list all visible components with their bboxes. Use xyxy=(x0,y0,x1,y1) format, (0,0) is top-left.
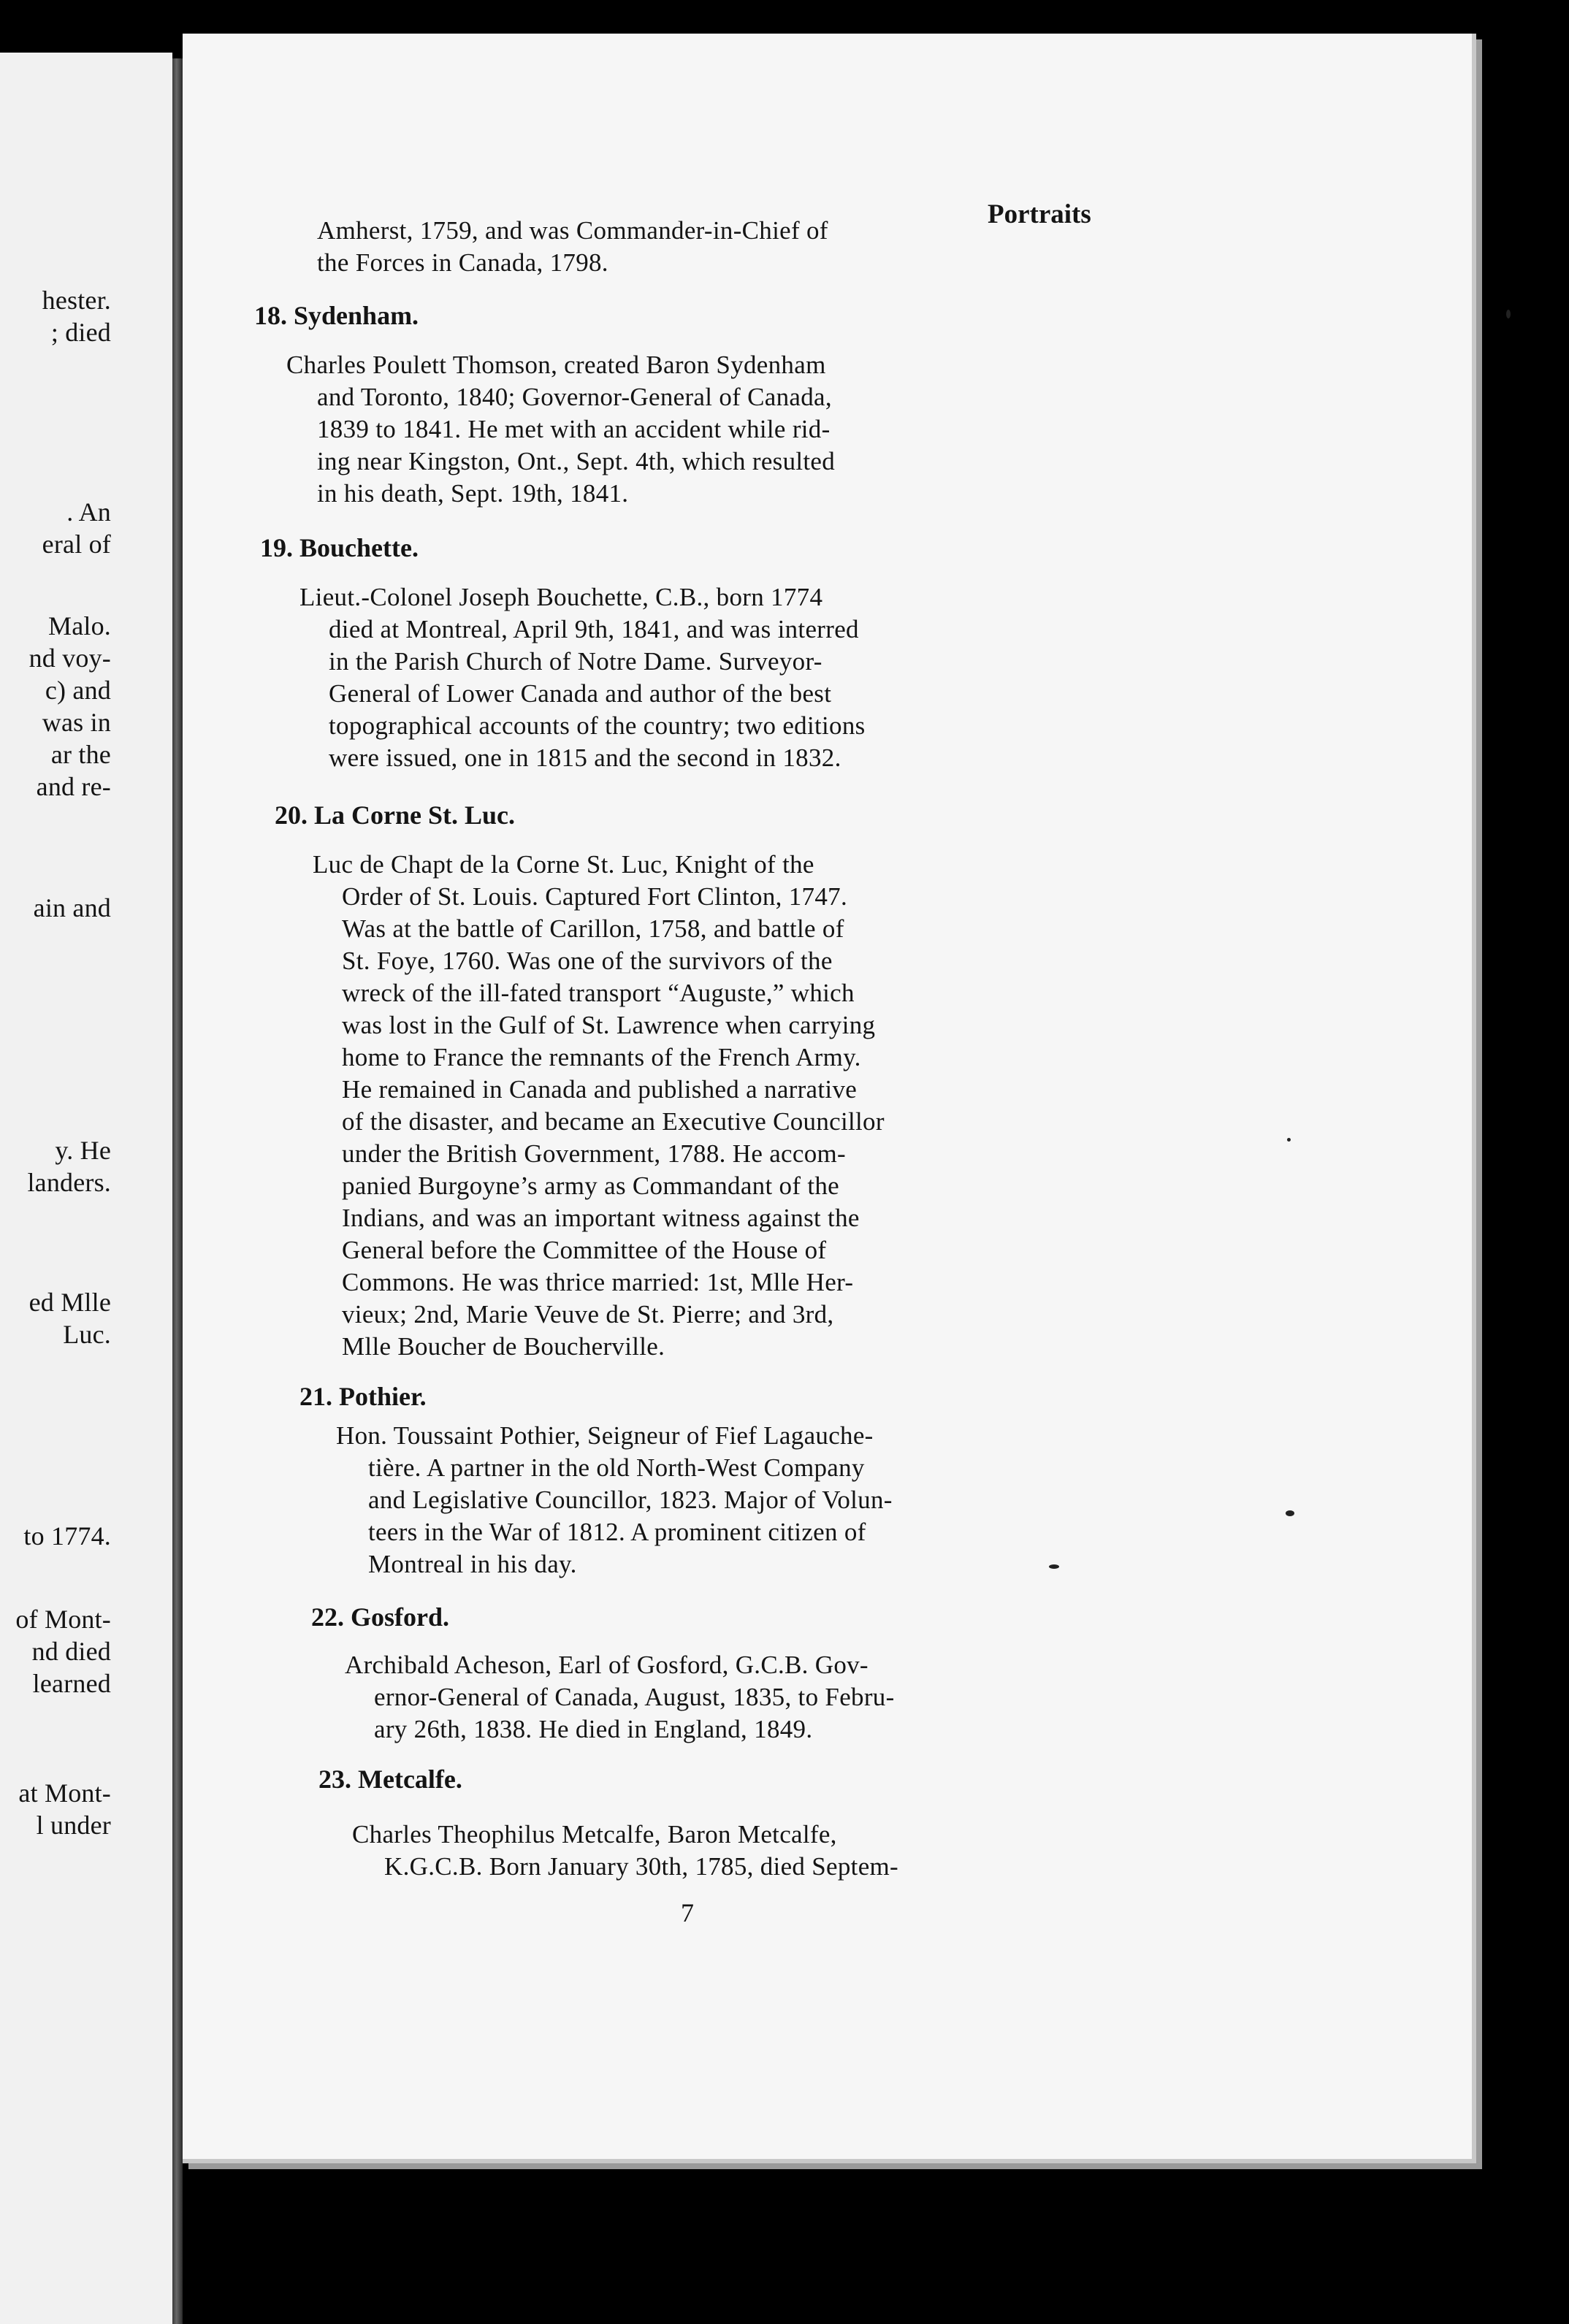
text-line: topographical accounts of the country; two editions xyxy=(329,711,866,740)
text-line: ernor-General of Canada, August, 1835, to Febru- xyxy=(374,1683,895,1711)
entry-heading: 18. Sydenham. xyxy=(254,301,419,330)
text-line: Order of St. Louis. Captured Fort Clinton, 1747. xyxy=(342,882,847,911)
text-line: Montreal in his day. xyxy=(368,1550,577,1578)
left-page-fragment: hester. xyxy=(42,286,111,315)
entry-heading: 23. Metcalfe. xyxy=(318,1765,462,1794)
text-line: Charles Theophilus Metcalfe, Baron Metcalfe, xyxy=(352,1820,837,1849)
text-line: He remained in Canada and published a narrative xyxy=(342,1075,858,1104)
left-page-fragment: l under xyxy=(36,1811,111,1840)
left-page-fragment: landers. xyxy=(27,1168,111,1197)
ink-speck xyxy=(1287,1138,1291,1142)
text-line: General of Lower Canada and author of the best xyxy=(329,679,832,708)
text-line: ary 26th, 1838. He died in England, 1849. xyxy=(374,1715,813,1743)
left-page-fragment: to 1774. xyxy=(23,1521,111,1551)
left-page-fragment: nd voy- xyxy=(28,643,111,673)
text-line: Mlle Boucher de Boucherville. xyxy=(342,1332,665,1361)
left-page xyxy=(0,53,172,2324)
left-page-fragment: was in xyxy=(42,708,111,737)
text-line: vieux; 2nd, Marie Veuve de St. Pierre; and 3rd, xyxy=(342,1300,834,1329)
left-page-fragment: ain and xyxy=(33,893,111,922)
text-line: Archibald Acheson, Earl of Gosford, G.C.B. Gov- xyxy=(345,1651,869,1679)
text-line: was lost in the Gulf of St. Lawrence when carrying xyxy=(342,1011,876,1039)
ink-speck xyxy=(1506,310,1511,318)
text-line: K.G.C.B. Born January 30th, 1785, died Septem- xyxy=(384,1852,899,1881)
text-line: Amherst, 1759, and was Commander-in-Chief of xyxy=(317,216,828,245)
text-line: 1839 to 1841. He met with an accident while rid- xyxy=(317,415,831,443)
text-line: Charles Poulett Thomson, created Baron Sydenham xyxy=(286,351,826,379)
margin-note: Portraits xyxy=(988,199,1091,229)
text-line: Commons. He was thrice married: 1st, Mlle Her- xyxy=(342,1268,854,1296)
left-page-fragment: learned xyxy=(32,1669,111,1698)
entry-heading: 20. La Corne St. Luc. xyxy=(275,800,516,830)
text-line: of the disaster, and became an Executive Councillor xyxy=(342,1107,885,1136)
left-page-fragment: c) and xyxy=(45,676,111,705)
left-page-fragment: y. He xyxy=(55,1136,111,1165)
left-page-fragment: ed Mlle xyxy=(28,1288,111,1317)
text-line: in his death, Sept. 19th, 1841. xyxy=(317,479,629,508)
left-page-fragment: of Mont- xyxy=(15,1605,111,1634)
entry-heading: 21. Pothier. xyxy=(299,1382,427,1411)
left-page-fragment: nd died xyxy=(31,1637,111,1666)
left-page-fragment: and re- xyxy=(36,772,111,801)
text-line: home to France the remnants of the French Army. xyxy=(342,1043,861,1071)
left-page-fragment: ; died xyxy=(50,318,111,347)
left-page-fragment: at Mont- xyxy=(18,1778,111,1808)
left-page-fragment: Malo. xyxy=(48,611,111,641)
text-line: teers in the War of 1812. A prominent citizen of xyxy=(368,1518,866,1546)
book-gutter xyxy=(172,58,183,2324)
text-line: tière. A partner in the old North-West Company xyxy=(368,1453,865,1482)
left-page-fragment: Luc. xyxy=(63,1320,111,1349)
text-line: were issued, one in 1815 and the second in 1832. xyxy=(329,744,841,772)
left-page-fragment: . An xyxy=(66,497,111,527)
text-line: panied Burgoyne’s army as Commandant of the xyxy=(342,1171,840,1200)
text-line: wreck of the ill-fated transport “Auguste,” which xyxy=(342,979,855,1007)
ink-speck xyxy=(1049,1564,1059,1569)
text-line: under the British Government, 1788. He accom- xyxy=(342,1139,846,1168)
text-line: Hon. Toussaint Pothier, Seigneur of Fief Lagauche- xyxy=(336,1421,874,1450)
ink-speck xyxy=(1286,1510,1294,1516)
text-line: and Legislative Councillor, 1823. Major of Volun- xyxy=(368,1486,893,1514)
text-line: in the Parish Church of Notre Dame. Surveyor- xyxy=(329,647,822,676)
text-line: Lieut.-Colonel Joseph Bouchette, C.B., born 1774 xyxy=(299,583,823,611)
text-line: St. Foye, 1760. Was one of the survivors of the xyxy=(342,947,833,975)
entry-heading: 19. Bouchette. xyxy=(260,533,419,562)
text-line: Indians, and was an important witness against the xyxy=(342,1204,860,1232)
entry-heading: 22. Gosford. xyxy=(311,1602,449,1632)
left-page-fragment: eral of xyxy=(42,530,111,559)
text-line: the Forces in Canada, 1798. xyxy=(317,248,608,277)
text-line: ing near Kingston, Ont., Sept. 4th, which resulted xyxy=(317,447,836,475)
page xyxy=(183,34,1476,2163)
text-line: Was at the battle of Carillon, 1758, and battle of xyxy=(342,914,844,943)
page-number: 7 xyxy=(681,1898,694,1927)
text-line: General before the Committee of the House of xyxy=(342,1236,827,1264)
text-line: Luc de Chapt de la Corne St. Luc, Knight of the xyxy=(313,850,814,879)
text-line: died at Montreal, April 9th, 1841, and was interred xyxy=(329,615,859,643)
text-line: and Toronto, 1840; Governor-General of Canada, xyxy=(317,383,832,411)
left-page-fragment: ar the xyxy=(50,740,111,769)
